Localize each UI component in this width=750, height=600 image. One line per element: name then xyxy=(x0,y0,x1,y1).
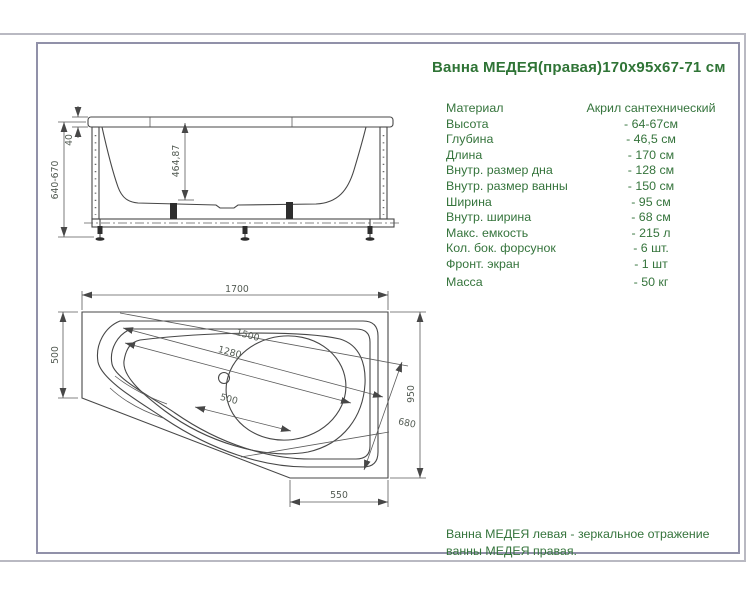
note-line-2: ванны МЕДЕЯ правая. xyxy=(446,543,577,558)
rim-contour-inner xyxy=(111,329,370,459)
spec-label: Кол. бок. форсунок xyxy=(446,241,556,256)
dim-bottom-550 xyxy=(290,480,388,507)
spec-value: - 1 шт xyxy=(634,256,668,271)
page-title: Ванна МЕДЕЯ(правая)170х95х67-71 см xyxy=(432,59,726,76)
adjustable-feet xyxy=(96,219,375,241)
spec-value: - 64-67см xyxy=(624,116,678,131)
dim-label-500-drain: 500 xyxy=(218,391,239,408)
spec-row-front-panel xyxy=(446,257,736,273)
spec-row-capacity xyxy=(446,226,736,242)
spec-value: - 128 см xyxy=(627,163,675,178)
tub-bowl-profile xyxy=(102,127,366,208)
spec-label: Длина xyxy=(446,147,483,162)
spec-label: Внутр. ширина xyxy=(446,210,532,225)
spec-value: - 95 см xyxy=(631,194,671,209)
dim-label-464-87: 464,87 xyxy=(171,144,182,178)
dim-right-950 xyxy=(390,312,426,478)
spec-table xyxy=(446,101,736,290)
spec-row-jets xyxy=(446,241,736,257)
spec-row-bottom-size xyxy=(446,163,736,179)
dim-label-1280: 1280 xyxy=(216,344,243,361)
spec-value: - 68 см xyxy=(631,210,671,225)
spec-row-inner-width xyxy=(446,210,736,226)
spec-label: Внутр. размер ванны xyxy=(446,178,568,193)
spec-row-height xyxy=(446,117,736,133)
tub-rim xyxy=(88,117,393,127)
spec-label: Высота xyxy=(446,116,489,131)
spec-row-depth xyxy=(446,132,736,148)
spec-row-inner-size xyxy=(446,179,736,195)
dim-rim-40 xyxy=(64,106,88,146)
dim-label-640-670: 640-670 xyxy=(50,160,61,200)
spec-value: Акрил сантехнический xyxy=(586,101,716,115)
spec-row-width xyxy=(446,195,736,211)
dim-inner-680 xyxy=(364,362,417,470)
spec-label: Материал xyxy=(446,101,504,115)
spec-row-length xyxy=(446,148,736,164)
dim-inner-1280 xyxy=(125,343,351,403)
dim-label-1500: 1500 xyxy=(234,327,261,344)
spec-label: Фронт. экран xyxy=(446,256,520,271)
dim-left-500 xyxy=(50,312,78,398)
spec-label: Глубина xyxy=(446,132,494,147)
spec-row-material xyxy=(446,101,736,117)
spec-value: - 6 шт. xyxy=(633,241,669,256)
basin-bottom-contour xyxy=(220,329,352,447)
spec-row-mass xyxy=(446,275,736,291)
spec-label: Внутр. размер дна xyxy=(446,163,553,178)
dim-label-950: 950 xyxy=(406,385,417,403)
note-line-1: Ванна МЕДЕЯ левая - зеркальное отражение xyxy=(446,527,710,541)
spec-value: - 215 л xyxy=(631,225,671,240)
plan-view-drawing xyxy=(45,280,435,515)
dim-label-500-left: 500 xyxy=(50,346,61,364)
note-text xyxy=(446,526,746,559)
dim-label-1700: 1700 xyxy=(225,284,249,295)
dim-depth-464-87 xyxy=(171,123,185,200)
dim-length-1700 xyxy=(82,284,388,310)
dim-label-680: 680 xyxy=(397,416,417,431)
support-frame xyxy=(84,127,400,227)
spec-value: - 46,5 см xyxy=(626,132,676,147)
spec-label: Масса xyxy=(446,274,483,289)
construction-line-lower xyxy=(241,432,389,457)
dim-label-40: 40 xyxy=(64,134,75,146)
spec-value: - 170 см xyxy=(627,147,675,162)
dim-label-550: 550 xyxy=(330,490,348,501)
spec-label: Макс. емкость xyxy=(446,225,529,240)
side-view-drawing xyxy=(48,95,408,255)
spec-value: - 50 кг xyxy=(633,274,669,289)
spec-label: Ширина xyxy=(446,194,492,209)
spec-value: - 150 см xyxy=(627,178,675,193)
